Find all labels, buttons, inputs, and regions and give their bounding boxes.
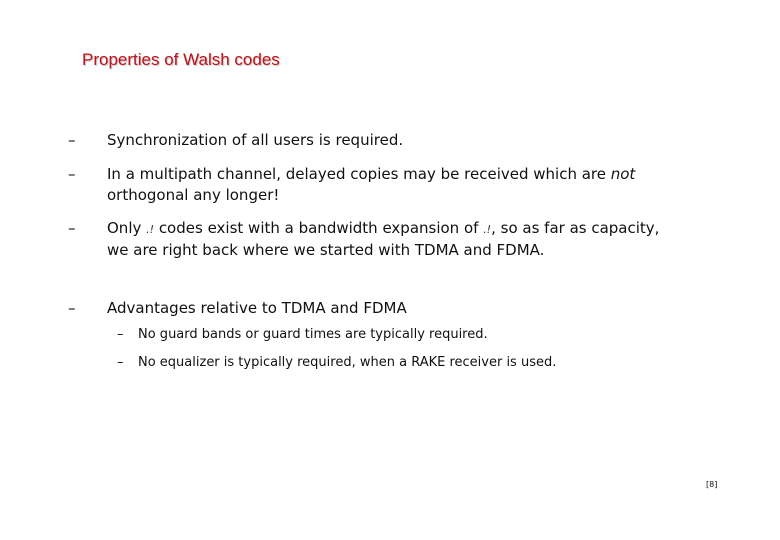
only-text-1: Only <box>107 219 147 237</box>
emphasis-not: not <box>610 165 636 183</box>
bullet-only-codes <box>68 218 748 261</box>
bullet-multipath <box>68 164 748 206</box>
bullet-dash: – <box>68 165 76 183</box>
sub-bullet-equalizer <box>117 354 737 372</box>
bullet-text <box>107 218 748 261</box>
sub-bullet-dash: – <box>117 355 124 370</box>
symbol-n: .! <box>146 223 155 236</box>
bullet-dash: – <box>68 131 76 149</box>
only-text-4: we are right back where we started with TDMA and FDMA. <box>107 241 545 259</box>
sub-bullet-text: No equalizer is typically required, when a RAKE receiver is used. <box>138 355 557 370</box>
bullet-text <box>107 164 748 206</box>
sub-bullet-dash: – <box>117 327 124 342</box>
only-text-3: , so as far as capacity, <box>491 219 660 237</box>
bullet-advantages <box>68 298 748 319</box>
bullet-dash: – <box>68 299 76 317</box>
bullet-text: Advantages relative to TDMA and FDMA <box>107 299 407 317</box>
symbol-n: .! <box>483 223 492 236</box>
page-number: [8] <box>706 480 718 489</box>
multipath-line-1: In a multipath channel, delayed copies may be received which are <box>107 165 611 183</box>
bullet-text: Synchronization of all users is required. <box>107 131 404 149</box>
sub-bullet-text: No guard bands or guard times are typically required. <box>138 327 488 342</box>
only-text-2: codes exist with a bandwidth expansion of <box>154 219 484 237</box>
slide-title: Properties of Walsh codes <box>82 50 280 69</box>
bullet-synchronization <box>68 130 748 151</box>
sub-bullet-guard <box>117 326 737 344</box>
multipath-line-2: orthogonal any longer! <box>107 186 280 204</box>
bullet-dash: – <box>68 219 76 237</box>
